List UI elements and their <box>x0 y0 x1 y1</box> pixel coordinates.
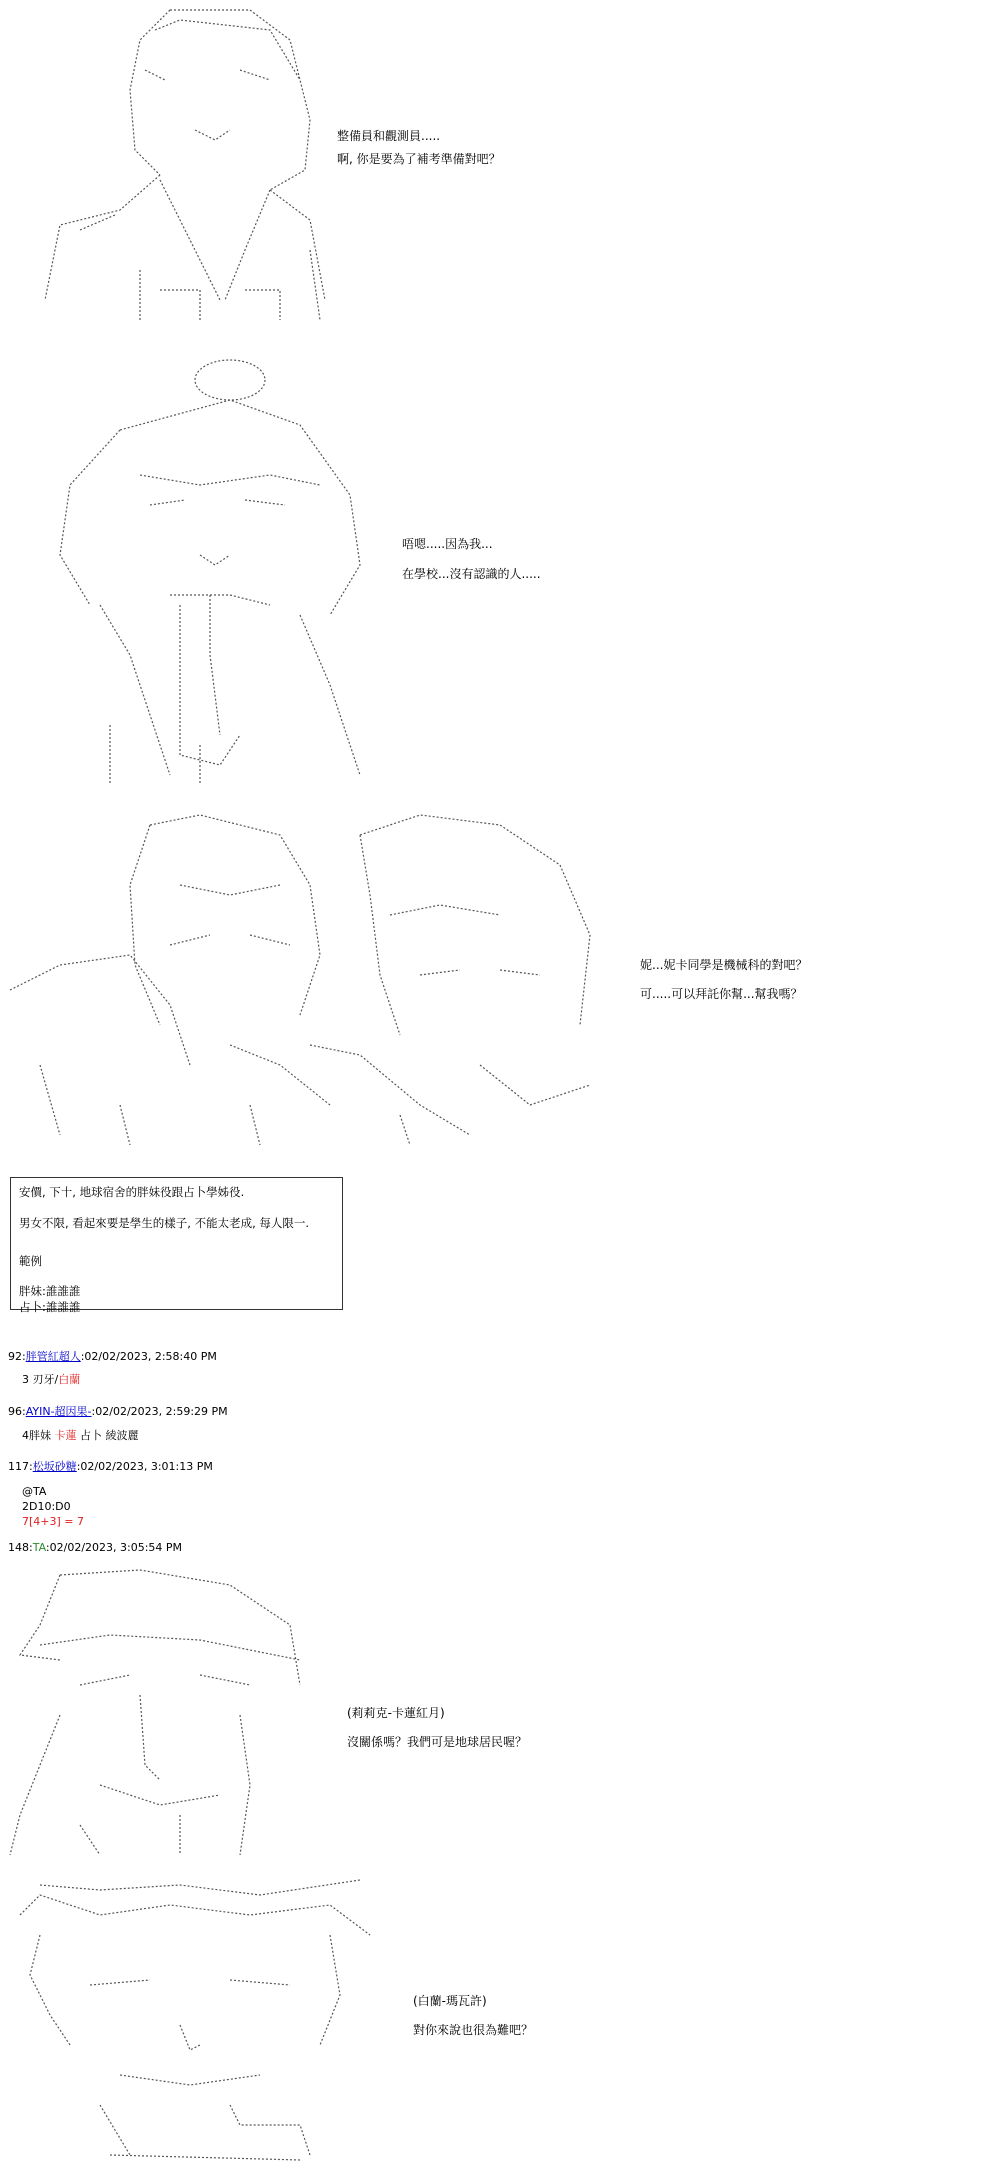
post-body <box>22 1428 139 1443</box>
dialog-line: 唔嗯.....因為我... <box>402 537 493 551</box>
post-author-link[interactable]: 松坂砂糖 <box>32 1460 77 1473</box>
dialog-line: 沒關係嗎？我們可是地球居民喔？ <box>347 1735 528 1749</box>
post-header: 92:胖管紅超人:02/02/2023, 2:58:40 PM <box>8 1350 217 1363</box>
post-date: :02/02/2023, 3:05:54 PM <box>45 1541 183 1554</box>
post-header: 148:TA:02/02/2023, 3:05:54 PM <box>8 1541 183 1554</box>
post-date: :02/02/2023, 3:01:13 PM <box>76 1460 213 1473</box>
dialog-line: (莉莉克-卡蓮紅月) <box>347 1706 445 1720</box>
rules-line: 範例 <box>19 1254 42 1268</box>
rules-line: 胖妹:誰誰誰 <box>19 1284 81 1298</box>
dialog-line: 可.....可以拜託你幫...幫我嗎？ <box>640 987 803 1001</box>
rules-line: 安價, 下十, 地球宿舍的胖妹役跟占卜學姊役. <box>19 1185 245 1199</box>
ascii-art-figure-1 <box>20 0 340 330</box>
post-header: 117:松坂砂糖:02/02/2023, 3:01:13 PM <box>8 1460 213 1473</box>
dialog-panel-5 <box>413 1993 533 2038</box>
post-number: 96 <box>8 1405 22 1418</box>
rules-line: 占卜:誰誰誰 <box>19 1300 81 1314</box>
dialog-panel-1 <box>337 128 501 167</box>
dialog-panel-2 <box>402 536 541 582</box>
post-text: @TA <box>22 1485 47 1498</box>
dialog-line: 在學校...沒有認識的人..... <box>402 567 541 581</box>
dialog-line: 對你來說也很為難吧？ <box>413 2023 534 2037</box>
ascii-art-figure-3 <box>0 805 620 1150</box>
post-date: :02/02/2023, 2:58:40 PM <box>80 1350 217 1363</box>
dialog-line: (白蘭-瑪瓦許) <box>413 1994 487 2008</box>
post-number: 92 <box>8 1350 22 1363</box>
post-body <box>22 1484 84 1529</box>
post-number: 148 <box>8 1541 29 1554</box>
dialog-panel-3 <box>640 957 807 1002</box>
post-text: 2D10:D0 <box>22 1500 71 1513</box>
post-number: 117 <box>8 1460 29 1473</box>
ascii-art-figure-5 <box>0 1875 400 2165</box>
dialog-panel-4 <box>347 1705 527 1750</box>
post-header: 96:AYIN-超因果-:02/02/2023, 2:59:29 PM <box>8 1405 228 1418</box>
post-text: 3 刃牙/ <box>22 1373 59 1386</box>
rules-box <box>10 1177 343 1314</box>
post-text: 占卜 綾波麗 <box>76 1429 139 1442</box>
post-body <box>22 1372 80 1387</box>
ascii-art-figure-4 <box>0 1565 330 1865</box>
post-text: 4胖妹 <box>22 1429 55 1442</box>
post-text-highlight: 白蘭 <box>58 1373 81 1386</box>
post-author: TA <box>32 1541 46 1554</box>
dice-result: 7[4+3] = 7 <box>22 1515 85 1528</box>
ascii-art-figure-2 <box>0 355 400 795</box>
post-author-link[interactable]: AYIN-超因果- <box>25 1405 92 1418</box>
post-text-highlight: 卡蓮 <box>54 1429 77 1442</box>
post-author-link[interactable]: 胖管紅超人 <box>25 1350 81 1363</box>
dialog-line: 妮...妮卡同學是機械科的對吧？ <box>640 958 808 972</box>
post-date: :02/02/2023, 2:59:29 PM <box>91 1405 228 1418</box>
rules-line: 男女不限, 看起來要是學生的樣子, 不能太老成, 每人限一. <box>19 1216 310 1230</box>
dialog-line: 啊, 你是要為了補考準備對吧？ <box>337 152 501 166</box>
dialog-line: 整備員和觀測員..... <box>337 129 441 143</box>
